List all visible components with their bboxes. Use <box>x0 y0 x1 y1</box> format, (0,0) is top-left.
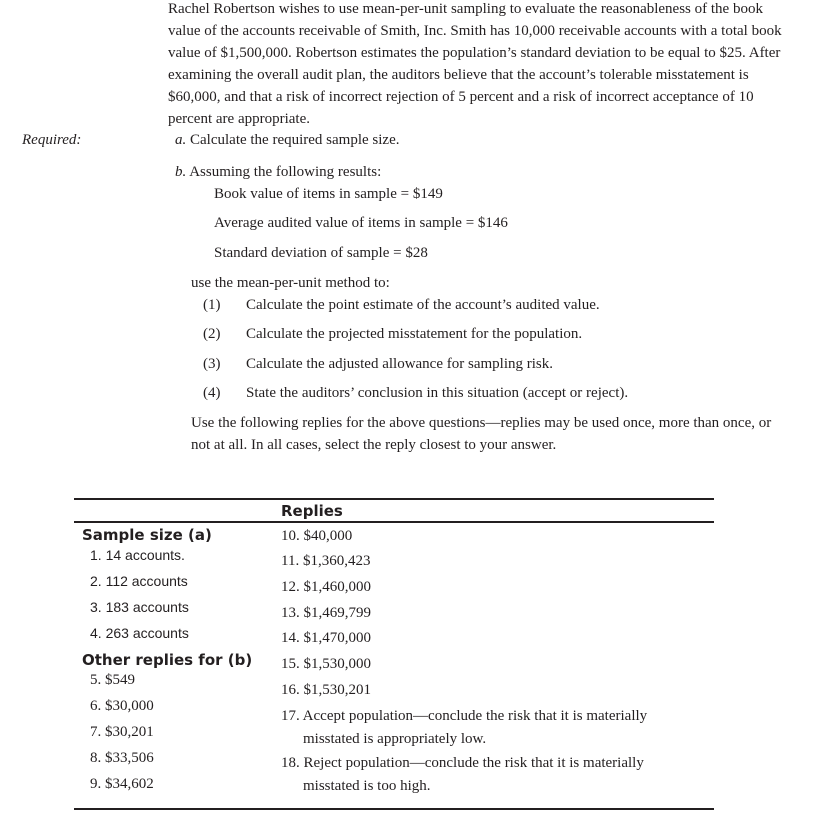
reply-item: 7. $30,201 <box>90 724 154 740</box>
step-text: State the auditors’ conclusion in this situation (accept or reject). <box>246 385 629 401</box>
required-label: Required: <box>22 132 82 148</box>
table-bottom-rule <box>74 808 714 810</box>
part-b-text: Assuming the following results: <box>189 164 382 180</box>
reply-item: 2. 112 accounts <box>90 573 188 589</box>
sample-size-heading: Sample size (a) <box>82 526 212 544</box>
reply-17-cont: misstated is appropriately low. <box>303 731 487 747</box>
result-line: Standard deviation of sample = $28 <box>214 245 428 261</box>
intro-line: Rachel Robertson wishes to use mean-per-unit sampling to evaluate the reasonableness of the book <box>168 1 763 17</box>
step-text: Calculate the adjusted allowance for sampling risk. <box>246 356 553 372</box>
reply-item: 1. 14 accounts. <box>90 547 185 563</box>
step-number: (3) <box>203 356 221 372</box>
part-a-text: Calculate the required sample size. <box>190 132 400 148</box>
reply-item: 8. $33,506 <box>90 750 154 766</box>
reply-item: 16. $1,530,201 <box>281 682 371 698</box>
reply-item: 10. $40,000 <box>281 528 353 544</box>
reply-item: 9. $34,602 <box>90 776 154 792</box>
step-number: (1) <box>203 297 221 313</box>
reply-item: 14. $1,470,000 <box>281 630 371 646</box>
reply-item: 3. 183 accounts <box>90 599 189 615</box>
part-a-letter: a. <box>175 132 187 148</box>
replies-header: Replies <box>281 502 343 520</box>
reply-item: 5. $549 <box>90 672 135 688</box>
reply-18-cont: misstated is too high. <box>303 778 431 794</box>
reply-item: 4. 263 accounts <box>90 625 189 641</box>
reply-18: 18. Reject population—conclude the risk that it is materially <box>281 755 644 771</box>
intro-line: value of $1,500,000. Robertson estimates the population’s standard deviation to be equal to $25. After <box>168 45 781 61</box>
reply-17: 17. Accept population—conclude the risk that it is materially <box>281 708 648 724</box>
reply-item: 6. $30,000 <box>90 698 154 714</box>
intro-line: value of the accounts receivable of Smith, Inc. Smith has 10,000 receivable accounts with a total book <box>168 23 782 39</box>
instructions-line: Use the following replies for the above questions—replies may be used once, more than once, or <box>191 415 772 431</box>
step-text: Calculate the point estimate of the account’s audited value. <box>246 297 600 313</box>
result-line: Average audited value of items in sample = $146 <box>214 215 508 231</box>
reply-item: 12. $1,460,000 <box>281 579 371 595</box>
reply-item: 11. $1,360,423 <box>281 553 371 569</box>
other-replies-heading: Other replies for (b) <box>82 651 253 669</box>
intro-line: examining the overall audit plan, the auditors believe that the account’s tolerable misstatement is <box>168 67 749 83</box>
table-header-rule <box>74 521 714 523</box>
intro-line: percent are appropriate. <box>168 111 310 127</box>
intro-line: $60,000, and that a risk of incorrect rejection of 5 percent and a risk of incorrect acceptance of 10 <box>168 89 754 105</box>
part-b-letter: b. <box>175 164 187 180</box>
reply-item: 15. $1,530,000 <box>281 656 371 672</box>
instructions-line: not at all. In all cases, select the reply closest to your answer. <box>191 437 557 453</box>
reply-item: 13. $1,469,799 <box>281 605 371 621</box>
step-number: (2) <box>203 326 221 342</box>
method-intro: use the mean-per-unit method to: <box>191 275 390 291</box>
step-number: (4) <box>203 385 221 401</box>
result-line: Book value of items in sample = $149 <box>214 186 443 202</box>
table-top-rule <box>74 498 714 500</box>
step-text: Calculate the projected misstatement for the population. <box>246 326 583 342</box>
